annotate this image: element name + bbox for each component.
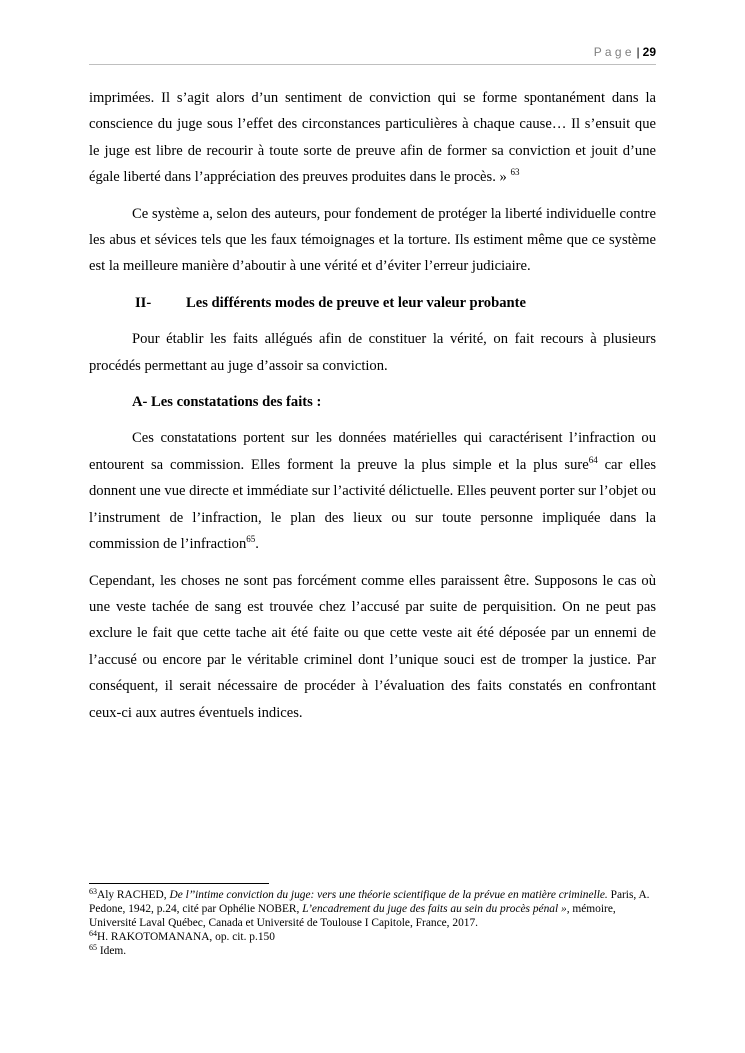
footnotes xyxy=(89,888,656,958)
footnote-number: 63 xyxy=(89,887,97,896)
footnote-text: Aly RACHED, xyxy=(97,889,170,901)
paragraph-systeme: Ce système a, selon des auteurs, pour fondement de protéger la liberté individuelle contre les abus et sévices tels que les faux témoignages et la torture. Ils estiment même que ce système est la meilleure manière d’aboutir à une vérité et d’éviter l’erreur judiciaire. xyxy=(89,205,656,275)
footnote-number: 65 xyxy=(89,943,97,952)
section-title: Les différents modes de preuve et leur valeur probante xyxy=(186,294,526,311)
subsection-heading-a: A- Les constatations des faits : xyxy=(132,394,322,411)
page-number-block xyxy=(594,44,656,60)
footnote-64 xyxy=(89,930,656,944)
footnote-separator xyxy=(89,883,269,884)
footnote-number: 64 xyxy=(89,929,97,938)
paragraph-constatations xyxy=(89,425,656,557)
paragraph-cependant: Cependant, les choses ne sont pas forcément comme elles paraissent être. Supposons le cas où une veste tachée de sang est trouvée chez l’accusé par suite de perquisition. On ne peut pas exclure le fait que cette tache ait été faite ou que cette veste ait été déposée par un ennemi de l’accusé ou encore par le véritable criminel dont l’unique souci est de tromper la justice. Par conséquent, il serait nécessaire de procéder à l’évaluation des faits constatés en confrontant ceux-ci aux autres éventuels indices. xyxy=(89,572,656,721)
paragraph-text: car elles donnent une vue directe et immédiate sur l’activité délictuelle. Elles peuvent porter sur l’objet ou l’instrument de l’infraction, le plan des lieux ou sur toute personne impliquée dans la commission de l’infraction xyxy=(89,456,656,553)
document-body xyxy=(89,85,656,726)
footnote-title-italic: De l’’intime conviction du juge: vers une théorie scientifique de la prévue en matière criminelle. xyxy=(169,889,608,901)
section-number: II- xyxy=(135,294,152,311)
footnote-text: Paris, A. Pedone, 1942, p.24, cité par Ophélie NOBER, xyxy=(89,889,650,915)
footnote-ref-65[interactable]: 65 xyxy=(246,534,256,545)
footnote-ref-64[interactable]: 64 xyxy=(588,454,598,465)
footnote-text: Idem. xyxy=(97,945,127,957)
page-number: 29 xyxy=(642,45,656,59)
paragraph-procedes: Pour établir les faits allégués afin de constituer la vérité, on fait recours à plusieurs procédés permettant au juge d’assoir sa conviction. xyxy=(89,331,656,374)
section-heading-ii xyxy=(89,290,656,316)
footnote-ref-63[interactable]: 63 xyxy=(510,167,520,178)
paragraph-text: . xyxy=(255,536,259,553)
footnote-text: H. RAKOTOMANANA, op. cit. p.150 xyxy=(97,931,275,943)
paragraph-text: imprimées. Il s’agit alors d’un sentiment de conviction qui se forme spontanément dans la conscience du juge sous l’effet des circonstances particulières à chaque cause… Il s’ensuit que le juge est libre de recourir à toute sorte de preuve afin de former sa conviction et jouit d’une égale liberté dans l’appréciation des preuves produites dans le procès. » xyxy=(89,90,656,186)
footnote-63 xyxy=(89,888,656,930)
footnote-text: mémoire, Université Laval Québec, Canada et Université de Toulouse I Capitole, France, 2017. xyxy=(89,903,616,929)
page-header xyxy=(89,44,656,65)
paragraph-text: Ces constatations portent sur les données matérielles qui caractérisent l’infraction ou entourent sa commission. Elles forment la preuve la plus simple et la plus sure xyxy=(89,430,656,473)
page-label: P a g e xyxy=(593,45,632,59)
page-separator: | xyxy=(636,45,640,59)
paragraph-quote-end xyxy=(89,85,656,191)
footnote-title-italic: L’encadrement du juge des faits au sein du procès pénal », xyxy=(302,903,570,915)
footnote-65 xyxy=(89,944,656,958)
